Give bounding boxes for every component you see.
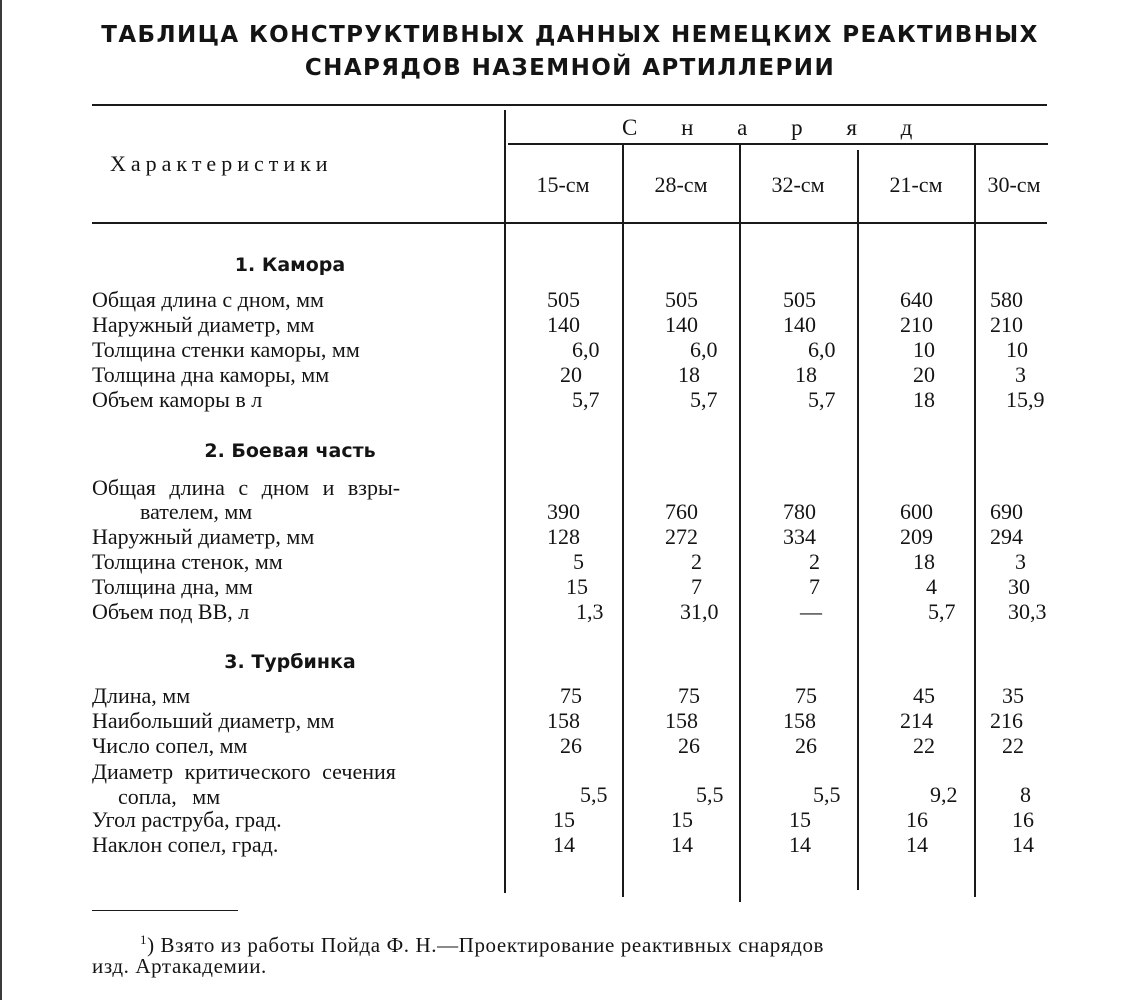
cell-value: 640	[900, 287, 933, 312]
cell-value: 26	[795, 733, 817, 758]
characteristics-header: Характеристики	[110, 151, 333, 176]
cell-value: 10	[913, 337, 935, 362]
row-label: Наибольший диаметр, мм	[92, 708, 335, 733]
cell-value: 30,3	[1008, 599, 1047, 624]
cell-value: 75	[560, 683, 582, 708]
section-title-warhead: 2. Боевая часть	[204, 440, 376, 462]
cell-value: 216	[990, 708, 1023, 733]
row-label: Число сопел, мм	[92, 733, 248, 758]
cell-value: 5	[573, 549, 584, 574]
column-divider-4	[974, 145, 976, 897]
row-label: Диаметр критического сечения	[92, 759, 396, 784]
cell-value: 4	[926, 574, 937, 599]
cell-value: 15	[671, 807, 693, 832]
cell-value: 3	[1015, 362, 1026, 387]
cell-value: 5,7	[690, 387, 718, 412]
cell-value: 15	[789, 807, 811, 832]
column-header-15cm: 15-см	[536, 172, 590, 197]
cell-value: 15	[553, 807, 575, 832]
cell-value: 30	[1008, 574, 1030, 599]
cell-value: 5,5	[580, 782, 608, 807]
cell-value: 140	[665, 312, 698, 337]
row-label-continued: сопла, мм	[118, 784, 221, 809]
document-title-line-2: СНАРЯДОВ НАЗЕМНОЙ АРТИЛЛЕРИИ	[304, 55, 836, 81]
row-label: Общая длина с дном, мм	[92, 287, 324, 312]
cell-value: 14	[1012, 832, 1034, 857]
cell-value: 15	[566, 574, 588, 599]
projectile-group-header: С н а р я д	[622, 115, 914, 140]
cell-value: 7	[809, 574, 820, 599]
cell-value: 7	[691, 574, 702, 599]
cell-value: 390	[547, 499, 580, 524]
cell-value: 1,3	[576, 599, 604, 624]
header-bottom-rule	[92, 222, 1047, 224]
cell-value: 75	[678, 683, 700, 708]
cell-value: 6,0	[808, 337, 836, 362]
column-divider-1	[622, 145, 624, 897]
table-top-rule	[92, 104, 1047, 106]
cell-value: 5,7	[808, 387, 836, 412]
row-label: Объем каморы в л	[92, 387, 263, 412]
cell-value: 9,2	[930, 782, 958, 807]
cell-value: 8	[1020, 782, 1031, 807]
cell-value: 20	[560, 362, 582, 387]
column-divider-2	[739, 145, 741, 902]
cell-value: 26	[560, 733, 582, 758]
cell-value: 158	[547, 708, 580, 733]
row-label-continued: вателем, мм	[140, 499, 253, 524]
cell-value: 2	[691, 549, 702, 574]
label-column-divider	[504, 110, 506, 893]
cell-value: 209	[900, 524, 933, 549]
cell-value: 14	[671, 832, 693, 857]
row-label: Угол раструба, град.	[92, 807, 282, 832]
row-label: Длина, мм	[92, 683, 191, 708]
cell-value: 272	[665, 524, 698, 549]
footnote-rule	[92, 910, 238, 911]
cell-value: 210	[900, 312, 933, 337]
cell-value: 334	[783, 524, 816, 549]
section-title-chamber: 1. Камора	[234, 254, 346, 276]
cell-value: 505	[547, 287, 580, 312]
cell-value: 14	[789, 832, 811, 857]
footnote-text: ) Взято из работы Пойда Ф. Н.—Проектирование реактивных снарядов	[147, 933, 825, 957]
document-title-line-1: ТАБЛИЦА КОНСТРУКТИВНЫХ ДАННЫХ НЕМЕЦКИХ РЕАКТИВНЫХ	[101, 22, 1039, 48]
cell-value: 128	[547, 524, 580, 549]
column-divider-3	[857, 150, 859, 890]
footnote-marker: 1	[140, 932, 148, 947]
cell-value: 18	[913, 387, 935, 412]
cell-value: 505	[783, 287, 816, 312]
cell-value: 690	[990, 499, 1023, 524]
cell-value: 75	[795, 683, 817, 708]
cell-value: 5,7	[928, 599, 956, 624]
column-header-28cm: 28-см	[654, 172, 708, 197]
row-label: Общая длина с дном и взры-	[92, 475, 401, 500]
cell-value: 20	[913, 362, 935, 387]
cell-value: 26	[678, 733, 700, 758]
cell-value: 158	[665, 708, 698, 733]
cell-value: 2	[809, 549, 820, 574]
cell-value: 31,0	[680, 599, 719, 624]
row-label: Толщина стенок, мм	[92, 549, 283, 574]
section-title-turbine: 3. Турбинка	[224, 651, 356, 673]
row-label: Толщина стенки каморы, мм	[92, 337, 360, 362]
cell-value: 580	[990, 287, 1023, 312]
cell-value: 780	[783, 499, 816, 524]
cell-value: 760	[665, 499, 698, 524]
cell-value: 18	[678, 362, 700, 387]
cell-value: 214	[900, 708, 933, 733]
row-label: Объем под ВВ, л	[92, 599, 250, 624]
column-header-30cm: 30-см	[987, 172, 1041, 197]
row-label: Наклон сопел, град.	[92, 832, 279, 857]
cell-value: 22	[913, 733, 935, 758]
header-group-rule	[508, 143, 1048, 145]
row-label: Наружный диаметр, мм	[92, 312, 315, 337]
cell-value: 5,7	[572, 387, 600, 412]
cell-value: 6,0	[572, 337, 600, 362]
column-header-21cm: 21-см	[889, 172, 943, 197]
cell-value: 140	[783, 312, 816, 337]
cell-value: 14	[906, 832, 928, 857]
cell-value: 35	[1002, 683, 1024, 708]
column-header-32cm: 32-см	[771, 172, 825, 197]
cell-value: 3	[1015, 549, 1026, 574]
cell-value: 505	[665, 287, 698, 312]
row-label: Толщина дна каморы, мм	[92, 362, 330, 387]
cell-value: 16	[1012, 807, 1034, 832]
cell-value: 6,0	[690, 337, 718, 362]
row-label: Толщина дна, мм	[92, 574, 253, 599]
cell-value: 45	[913, 683, 935, 708]
cell-value: 210	[990, 312, 1023, 337]
cell-value: 294	[990, 524, 1023, 549]
row-label: Наружный диаметр, мм	[92, 524, 315, 549]
cell-value: 158	[783, 708, 816, 733]
cell-value: 22	[1002, 733, 1024, 758]
cell-value: 10	[1006, 337, 1028, 362]
cell-value: 18	[913, 549, 935, 574]
footnote-line-2: изд. Артакадемии.	[92, 954, 267, 978]
cell-value: —	[800, 599, 822, 624]
cell-value: 14	[553, 832, 575, 857]
cell-value: 18	[795, 362, 817, 387]
cell-value: 5,5	[696, 782, 724, 807]
cell-value: 15,9	[1006, 387, 1045, 412]
cell-value: 16	[906, 807, 928, 832]
cell-value: 600	[900, 499, 933, 524]
cell-value: 5,5	[813, 782, 841, 807]
page-edge	[0, 0, 2, 1000]
cell-value: 140	[547, 312, 580, 337]
